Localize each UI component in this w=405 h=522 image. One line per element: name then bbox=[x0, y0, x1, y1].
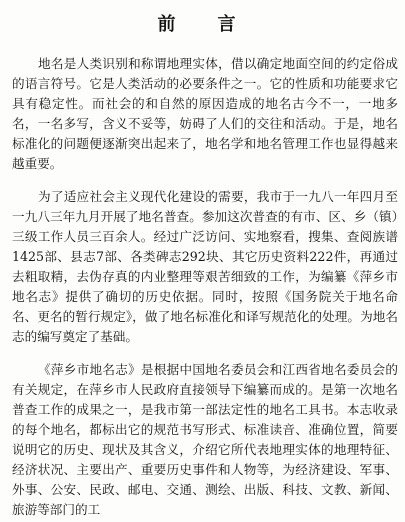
paragraph: 《萍乡市地名志》是根据中国地名委员会和江西省地名委员会的有关规定，在萍乡市人民政府直接领导下编纂而成的。是第一次地名普查工作的成果之一，是我市第一部法定性的地名工具书。本志收录的每个地名，都标出它的规范书写形式、标准读音、准确位置，简要说明它的历史、现状及其含义，介绍它所代表地理实体的地理特征、经济状况、主要出产、重要历史事件和人物等，为经济建设、军事、外事、公安、民政、邮电、交通、测绘、出版、科技、文教、新闻、旅游等部门的工 bbox=[12, 362, 398, 517]
document-body bbox=[12, 54, 398, 520]
paragraph: 为了适应社会主义现代化建设的需要，我市于一九八一年四月至一九八三年九月开展了地名普查。参加这次普查的有市、区、乡（镇）三级工作人员三百余人。经过广泛访问、实地察看，搜集、查阅族谱1425部、县志7部、各类碑志292块、其它历史资料222件，再通过去粗取精，去伪存真的内业整理等艰苦细致的工作，为编纂《萍乡市地名志》提供了确切的历史依据。同时，按照《国务院关于地名命名、更名的暂行规定》，做了地名标准化和译写规范化的处理。为地名志的编写奠定了基础。 bbox=[12, 189, 398, 344]
paragraph: 地名是人类识别和称谓地理实体，借以确定地面空间的约定俗成的语言符号。它是人类活动的必要条件之一。它的性质和功能要求它具有稳定性。而社会的和自然的原因造成的地名古今不一，一地多名，一名多写，含义不妥等，妨碍了人们的交往和活动。于是，地名标准化的问题便逐渐突出起来了，地名学和地名管理工作也显得越来越重要。 bbox=[12, 56, 398, 171]
page-title: 前 言 bbox=[157, 14, 248, 35]
